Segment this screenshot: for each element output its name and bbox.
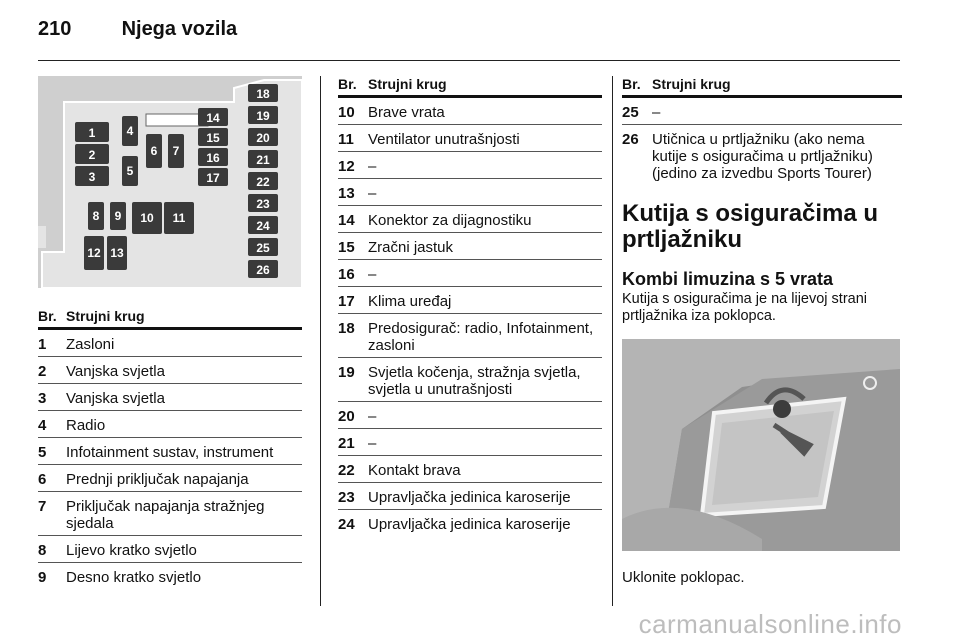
header-num: Br. (338, 76, 357, 92)
circuit-number: 12 (338, 158, 355, 175)
fuse-label: 9 (114, 209, 122, 223)
watermark: carmanualsonline.info (638, 609, 902, 639)
circuit-number: 1 (38, 336, 47, 353)
table-row (622, 125, 902, 185)
table-row (338, 98, 602, 125)
table-header (338, 76, 602, 98)
circuit-description: Desno kratko svjetlo (66, 569, 202, 586)
table-row (338, 510, 602, 536)
header-num: Br. (622, 76, 641, 92)
circuit-description: – (368, 435, 377, 452)
page-number: 210 (38, 18, 72, 40)
table-row (338, 233, 602, 260)
table-row (38, 357, 302, 384)
table-row (338, 125, 602, 152)
section-paragraph: Kutija s osiguračima je na lijevoj strani prtljažnika iza poklopca. (622, 291, 867, 324)
circuit-description: Utičnica u prtljažniku (ako nema kutije s osiguračima u prtljažniku) (jedino za izvedbu Sports Tourer) (652, 131, 873, 182)
fuse-label: 21 (256, 153, 270, 167)
header-text: Strujni krug (66, 308, 145, 324)
table-row (338, 152, 602, 179)
fuse-label: 18 (256, 87, 270, 101)
circuit-number: 4 (38, 417, 47, 434)
section-title: Kutija s osiguračima u prtljažniku (622, 200, 879, 253)
circuit-number: 11 (338, 131, 354, 148)
circuit-table-2 (338, 76, 602, 536)
table-row (38, 384, 302, 411)
circuit-description: Prednji priključak napajanja (66, 471, 249, 488)
circuit-number: 26 (622, 131, 639, 148)
circuit-description: – (368, 158, 377, 175)
fuse-label: 23 (256, 197, 270, 211)
table-row (338, 287, 602, 314)
circuit-description: Zasloni (66, 336, 115, 353)
fuse-label: 5 (126, 164, 134, 178)
circuit-description: – (368, 266, 377, 283)
column-right (622, 76, 902, 586)
table-row (338, 314, 602, 358)
fuse-label: 17 (206, 171, 220, 185)
fuse-label: 15 (206, 131, 220, 145)
section-subtitle: Kombi limuzina s 5 vrata (622, 269, 834, 289)
fuse-label: 24 (256, 219, 270, 233)
circuit-number: 23 (338, 489, 355, 506)
fuse-label: 14 (206, 111, 220, 125)
table-row (622, 98, 902, 125)
fuse-label: 20 (256, 131, 270, 145)
header-rule (38, 60, 900, 61)
table-row (38, 330, 302, 357)
column-divider (612, 76, 613, 606)
fuse-label: 3 (88, 170, 96, 184)
circuit-description: Zračni jastuk (368, 239, 454, 256)
table-row (338, 358, 602, 402)
circuit-description: – (368, 408, 377, 425)
column-middle (338, 76, 602, 536)
trunk-photo (622, 339, 900, 551)
circuit-number: 24 (338, 516, 355, 533)
fuse-label: 16 (206, 151, 220, 165)
page-title: Njega vozila (121, 18, 238, 40)
circuit-number: 18 (338, 320, 355, 337)
circuit-description: Upravljačka jedinica karoserije (368, 516, 571, 533)
circuit-number: 22 (338, 462, 355, 479)
circuit-description: Predosigurač: radio, Infotainment, zasloni (368, 320, 594, 354)
table-row (38, 492, 302, 536)
circuit-description: Ventilator unutrašnjosti (368, 131, 520, 148)
table-row (338, 179, 602, 206)
circuit-description: Radio (66, 417, 106, 434)
circuit-number: 8 (38, 542, 47, 559)
fuse-label: 7 (172, 144, 180, 158)
circuit-number: 20 (338, 408, 355, 425)
table-row (338, 402, 602, 429)
header-text: Strujni krug (368, 76, 447, 92)
circuit-number: 15 (338, 239, 355, 256)
table-row (38, 411, 302, 438)
circuit-description: Svjetla kočenja, stražnja svjetla, svjetla u unutrašnjosti (368, 364, 581, 398)
fuse-label: 25 (256, 241, 270, 255)
circuit-description: Konektor za dijagnostiku (368, 212, 532, 229)
header-text: Strujni krug (652, 76, 731, 92)
fusebox-illustration (38, 76, 302, 288)
table-row (38, 465, 302, 492)
fuse-label: 6 (150, 144, 158, 158)
table-rows (622, 98, 902, 185)
fuse-label: 19 (256, 109, 270, 123)
fuse-label: 11 (172, 211, 186, 225)
fuse-label: 1 (88, 126, 96, 140)
fuse-label: 10 (140, 211, 154, 225)
header-num: Br. (38, 308, 57, 324)
circuit-description: Vanjska svjetla (66, 363, 165, 380)
circuit-table-3 (622, 76, 902, 185)
table-row (38, 563, 302, 589)
fuse-label: 12 (87, 246, 101, 260)
table-row (338, 456, 602, 483)
circuit-number: 19 (338, 364, 355, 381)
fuse-label: 22 (256, 175, 270, 189)
circuit-description: Kontakt brava (368, 462, 461, 479)
trunk-illustration (622, 339, 900, 551)
column-divider (320, 76, 321, 606)
table-rows (38, 330, 302, 589)
circuit-number: 6 (38, 471, 47, 488)
fuse-label: 26 (256, 263, 270, 277)
photo-caption: Uklonite poklopac. (622, 569, 745, 586)
fuse-label: 4 (126, 124, 134, 138)
circuit-description: – (652, 104, 661, 121)
cover-knob (773, 400, 791, 418)
column-left (38, 76, 302, 589)
circuit-description: – (368, 185, 377, 202)
circuit-description: Infotainment sustav, instrument (66, 444, 274, 461)
circuit-description: Vanjska svjetla (66, 390, 165, 407)
circuit-number: 13 (338, 185, 355, 202)
circuit-description: Lijevo kratko svjetlo (66, 542, 197, 559)
fuse-label: 13 (110, 246, 124, 260)
table-row (338, 483, 602, 510)
circuit-number: 16 (338, 266, 355, 283)
table-row (338, 206, 602, 233)
page-header (38, 18, 237, 41)
fuse-label: 2 (88, 148, 96, 162)
circuit-number: 21 (338, 435, 355, 452)
table-rows (338, 98, 602, 536)
fusebox-diagram (38, 76, 302, 288)
table-row (338, 429, 602, 456)
circuit-number: 5 (38, 444, 47, 461)
circuit-number: 9 (38, 569, 47, 586)
circuit-description: Brave vrata (368, 104, 445, 121)
table-row (338, 260, 602, 287)
circuit-description: Priključak napajanja stražnjeg sjedala (66, 498, 265, 532)
circuit-number: 14 (338, 212, 355, 229)
circuit-number: 17 (338, 293, 355, 310)
circuit-number: 25 (622, 104, 639, 121)
circuit-number: 3 (38, 390, 47, 407)
fuse-label: 8 (92, 209, 100, 223)
table-row (38, 536, 302, 563)
table-row (38, 438, 302, 465)
circuit-number: 2 (38, 363, 47, 380)
table-header (38, 308, 302, 330)
circuit-description: Upravljačka jedinica karoserije (368, 489, 571, 506)
circuit-table-1 (38, 308, 302, 589)
circuit-number: 7 (38, 498, 47, 515)
circuit-description: Klima uređaj (368, 293, 452, 310)
circuit-number: 10 (338, 104, 355, 121)
table-header (622, 76, 902, 98)
